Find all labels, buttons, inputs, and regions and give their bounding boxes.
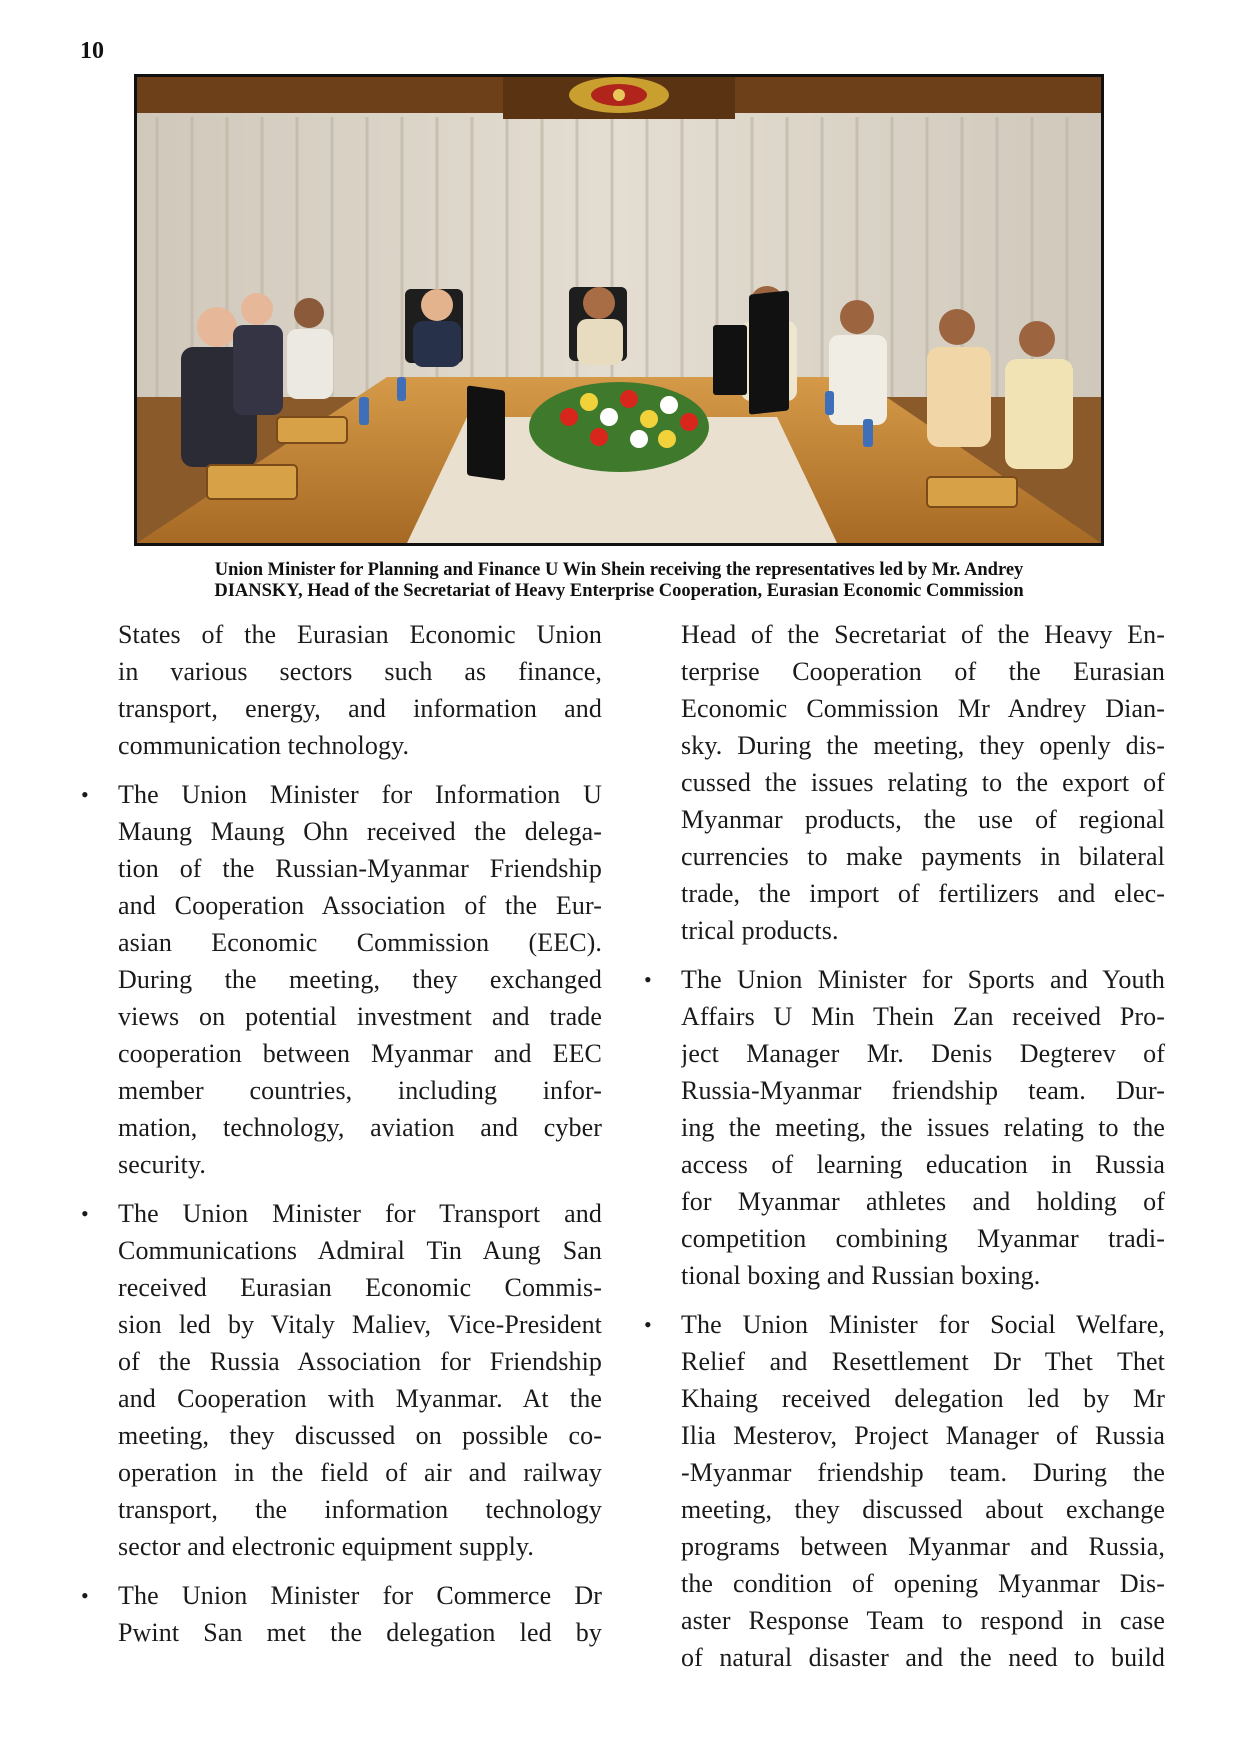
caption-line: DIANSKY, Head of the Secretariat of Heavy Enterprise Cooperation, Eurasian Economic Commission	[214, 581, 1024, 601]
text-line: -Myanmar friendship team. During the	[681, 1458, 1165, 1487]
meeting-photo	[134, 74, 1104, 546]
text-line: aster Response Team to respond in case	[681, 1606, 1165, 1635]
text-line: transport, the information technology	[118, 1495, 602, 1524]
text-line: transport, energy, and information and	[118, 694, 602, 723]
text-line: trical products.	[681, 916, 839, 945]
paragraph	[681, 616, 1165, 949]
text-line: and Cooperation with Myanmar. At the	[118, 1384, 602, 1413]
text-line: currencies to make payments in bilateral	[681, 842, 1165, 871]
bullet-icon: •	[81, 782, 89, 807]
caption-line: Union Minister for Planning and Finance U Win Shein receiving the representatives led by Mr. Andrey	[214, 560, 1024, 580]
bullet-item	[81, 1577, 602, 1651]
text-line: access of learning education in Russia	[681, 1150, 1165, 1179]
text-line: meeting, they discussed on possible co-	[118, 1421, 602, 1450]
left-column	[81, 616, 602, 1663]
photo-caption	[134, 560, 1104, 602]
text-line: views on potential investment and trade	[118, 1002, 602, 1031]
text-line: Myanmar products, the use of regional	[681, 805, 1165, 834]
text-line: in various sectors such as finance,	[118, 657, 602, 686]
text-line: sky. During the meeting, they openly dis-	[681, 731, 1165, 760]
bullet-item	[81, 1195, 602, 1565]
text-line: member countries, including infor-	[118, 1076, 602, 1105]
text-line: sion led by Vitaly Maliev, Vice-President	[118, 1310, 602, 1339]
text-line: Economic Commission Mr Andrey Dian-	[681, 694, 1165, 723]
text-line: meeting, they discussed about exchange	[681, 1495, 1165, 1524]
text-line: Head of the Secretariat of the Heavy En-	[681, 620, 1165, 649]
text-line: of the Russia Association for Friendship	[118, 1347, 602, 1376]
text-line: tional boxing and Russian boxing.	[681, 1261, 1041, 1290]
text-line: security.	[118, 1150, 207, 1179]
text-line: the condition of opening Myanmar Dis-	[681, 1569, 1165, 1598]
text-line: The Union Minister for Commerce Dr	[118, 1581, 602, 1610]
text-line: asian Economic Commission (EEC).	[118, 928, 602, 957]
text-line: communication technology.	[118, 731, 410, 760]
text-line: The Union Minister for Social Welfare,	[681, 1310, 1165, 1339]
text-line: Affairs U Min Thein Zan received Pro-	[681, 1002, 1165, 1031]
text-line: The Union Minister for Information U	[118, 780, 602, 809]
page-number: 10	[80, 38, 104, 64]
text-line: ing the meeting, the issues relating to the	[681, 1113, 1165, 1142]
bullet-item	[81, 776, 602, 1183]
text-line: Khaing received delegation led by Mr	[681, 1384, 1165, 1413]
text-line: competition combining Myanmar tradi-	[681, 1224, 1165, 1253]
text-line: cooperation between Myanmar and EEC	[118, 1039, 602, 1068]
text-line: Ilia Mesterov, Project Manager of Russia	[681, 1421, 1165, 1450]
state-emblem	[503, 77, 735, 119]
text-line: Pwint San met the delegation led by	[118, 1618, 602, 1647]
text-line: terprise Cooperation of the Eurasian	[681, 657, 1165, 686]
text-line: Communications Admiral Tin Aung San	[118, 1236, 602, 1265]
text-line: cussed the issues relating to the export of	[681, 768, 1165, 797]
bullet-item	[644, 961, 1165, 1294]
text-line: Russia-Myanmar friendship team. Dur-	[681, 1076, 1165, 1105]
bullet-icon: •	[644, 967, 652, 992]
text-line: Relief and Resettlement Dr Thet Thet	[681, 1347, 1165, 1376]
text-line: sector and electronic equipment supply.	[118, 1532, 534, 1561]
bullet-icon: •	[81, 1583, 89, 1608]
text-line: operation in the field of air and railway	[118, 1458, 602, 1487]
text-line: Maung Maung Ohn received the delega-	[118, 817, 602, 846]
paragraph	[118, 616, 602, 764]
bullet-item	[644, 1306, 1165, 1676]
text-line: received Eurasian Economic Commis-	[118, 1273, 602, 1302]
text-line: for Myanmar athletes and holding of	[681, 1187, 1165, 1216]
bullet-icon: •	[81, 1201, 89, 1226]
text-line: and Cooperation Association of the Eur-	[118, 891, 602, 920]
bullet-icon: •	[644, 1312, 652, 1337]
text-line: of natural disaster and the need to build	[681, 1643, 1165, 1672]
text-line: The Union Minister for Sports and Youth	[681, 965, 1165, 994]
text-line: The Union Minister for Transport and	[118, 1199, 602, 1228]
text-line: During the meeting, they exchanged	[118, 965, 602, 994]
text-line: tion of the Russian-Myanmar Friendship	[118, 854, 602, 883]
text-line: mation, technology, aviation and cyber	[118, 1113, 602, 1142]
text-line: trade, the import of fertilizers and elec-	[681, 879, 1165, 908]
text-line: programs between Myanmar and Russia,	[681, 1532, 1165, 1561]
right-column	[644, 616, 1165, 1688]
text-line: ject Manager Mr. Denis Degterev of	[681, 1039, 1165, 1068]
text-line: States of the Eurasian Economic Union	[118, 620, 602, 649]
